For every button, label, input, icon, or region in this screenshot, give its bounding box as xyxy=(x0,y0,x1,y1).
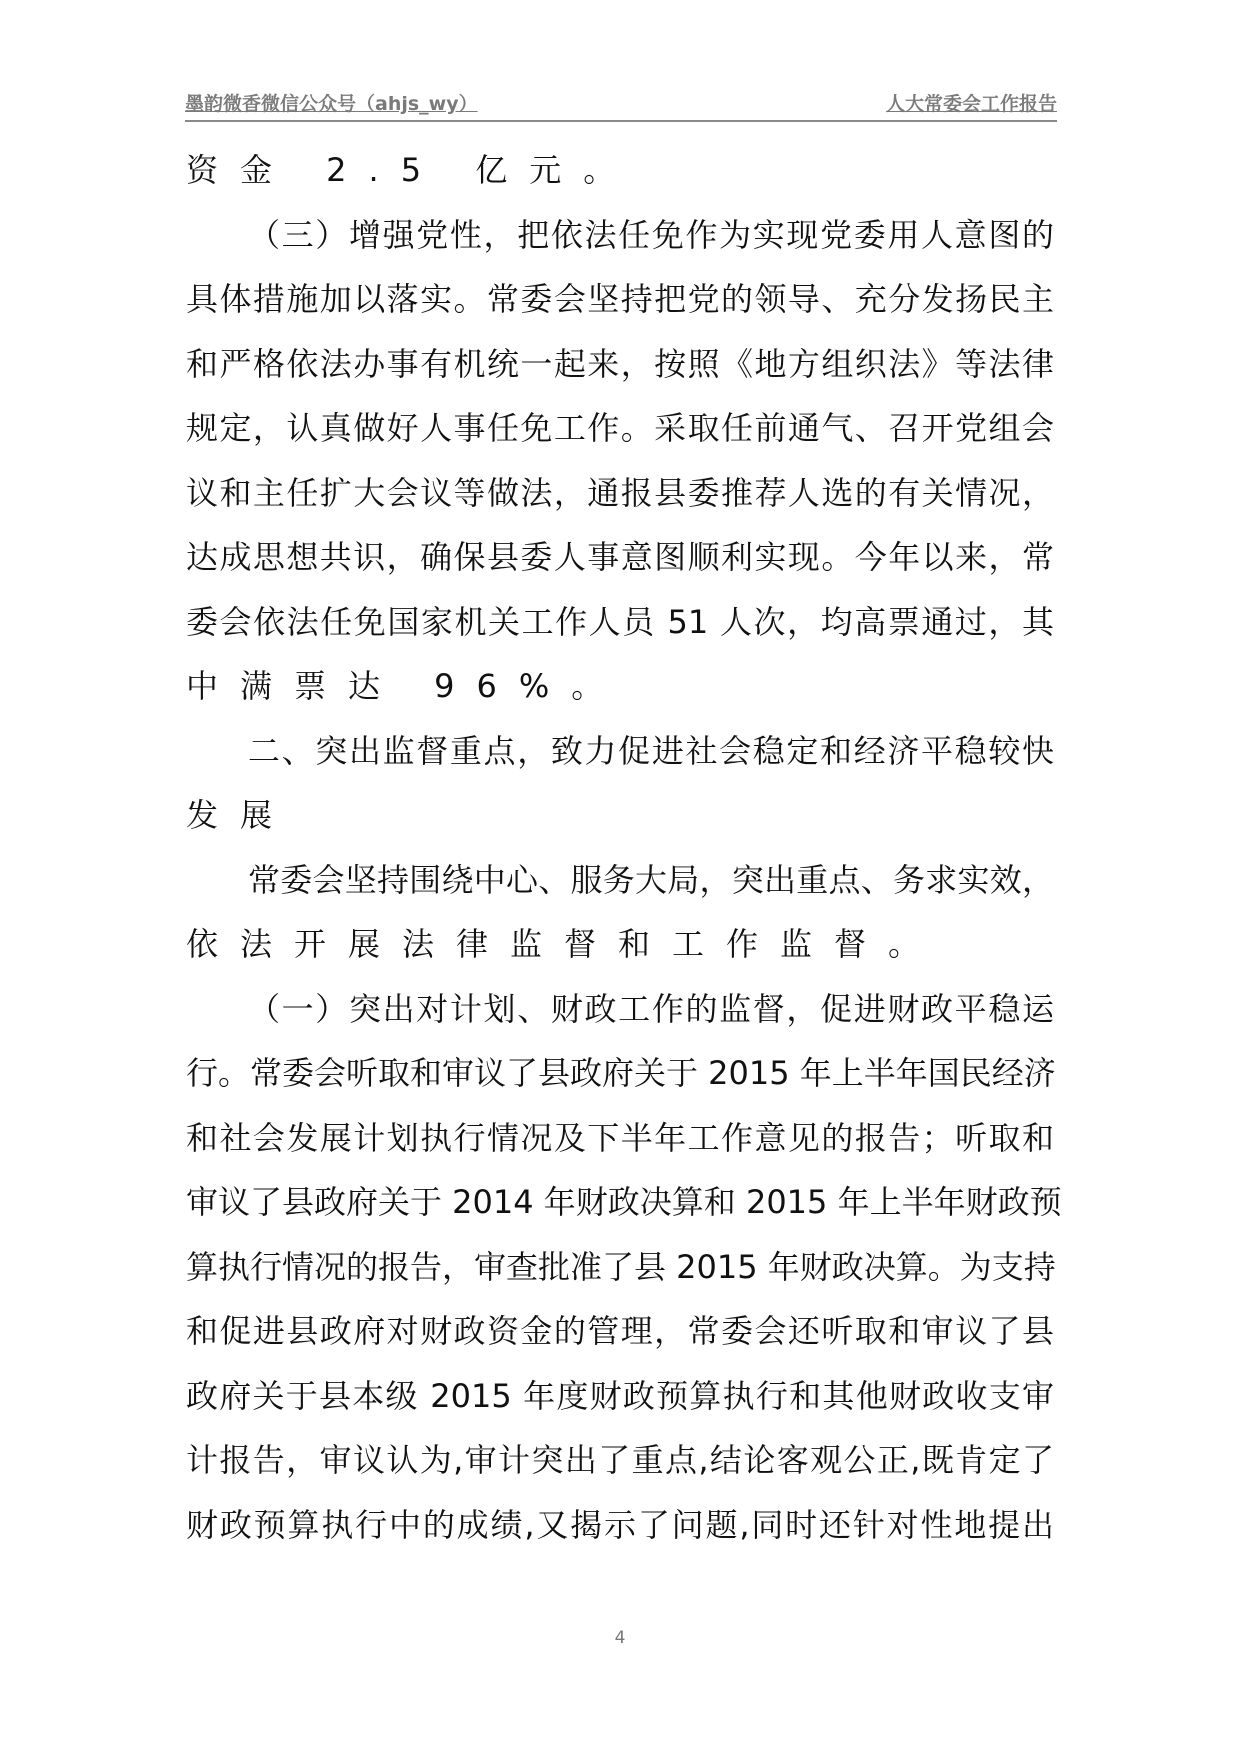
text-line: 委会依法任免国家机关工作人员 51 人次，均高票通过，其 xyxy=(186,602,1054,641)
text-line: 二、突出监督重点，致力促进社会稳定和经济平稳较快 xyxy=(248,731,1054,770)
header-left-text: 墨韵微香微信公众号（ahjs_wy） xyxy=(185,93,478,115)
text-line: （三）增强党性，把依法任免作为实现党委用人意图的 xyxy=(248,215,1054,254)
text-line: 具体措施加以落实。常委会坚持把党的领导、充分发扬民主 xyxy=(186,280,1054,318)
text-line: 和严格依法办事有机统一起来，按照《地方组织法》等法律 xyxy=(186,344,1054,383)
text-line: 达成思想共识，确保县委人事意图顺利实现。今年以来，常 xyxy=(186,538,1054,576)
text-line: 和社会发展计划执行情况及下半年工作意见的报告；听取和 xyxy=(186,1118,1054,1157)
document-body xyxy=(186,138,1062,1557)
text-line: 依法开展法律监督和工作监督。 xyxy=(186,925,943,963)
text-line: 常委会坚持围绕中心、服务大局，突出重点、务求实效， xyxy=(248,860,1054,899)
text-line: 议和主任扩大会议等做法，通报县委推荐人选的有关情况， xyxy=(186,473,1054,512)
text-line: 中满票达 96%。 xyxy=(186,667,626,705)
text-line: 计报告，审议认为,审计突出了重点,结论客观公正,既肯定了 xyxy=(186,1441,1054,1479)
text-line: 行。常委会听取和审议了县政府关于 2015 年上半年国民经济 xyxy=(186,1054,1056,1092)
text-line: （一）突出对计划、财政工作的监督，促进财政平稳运 xyxy=(248,989,1054,1028)
text-line: 和促进县政府对财政资金的管理，常委会还听取和审议了县 xyxy=(186,1312,1054,1350)
text-line: 政府关于县本级 2015 年度财政预算执行和其他财政收支审 xyxy=(186,1376,1054,1415)
text-line: 发展 xyxy=(186,796,295,834)
page-header xyxy=(185,88,1057,122)
page-number: 4 xyxy=(614,1628,626,1648)
text-line: 审议了县政府关于 2014 年财政决算和 2015 年上半年财政预 xyxy=(186,1183,1062,1221)
header-right-text: 人大常委会工作报告 xyxy=(885,93,1057,115)
text-line: 资金 2.5 亿元。 xyxy=(186,151,638,189)
text-line: 财政预算执行中的成绩,又揭示了问题,同时还针对性地提出 xyxy=(186,1505,1054,1544)
text-line: 规定，认真做好人事任免工作。采取任前通气、召开党组会 xyxy=(186,409,1054,447)
text-line: 算执行情况的报告，审查批准了县 2015 年财政决算。为支持 xyxy=(186,1247,1056,1286)
